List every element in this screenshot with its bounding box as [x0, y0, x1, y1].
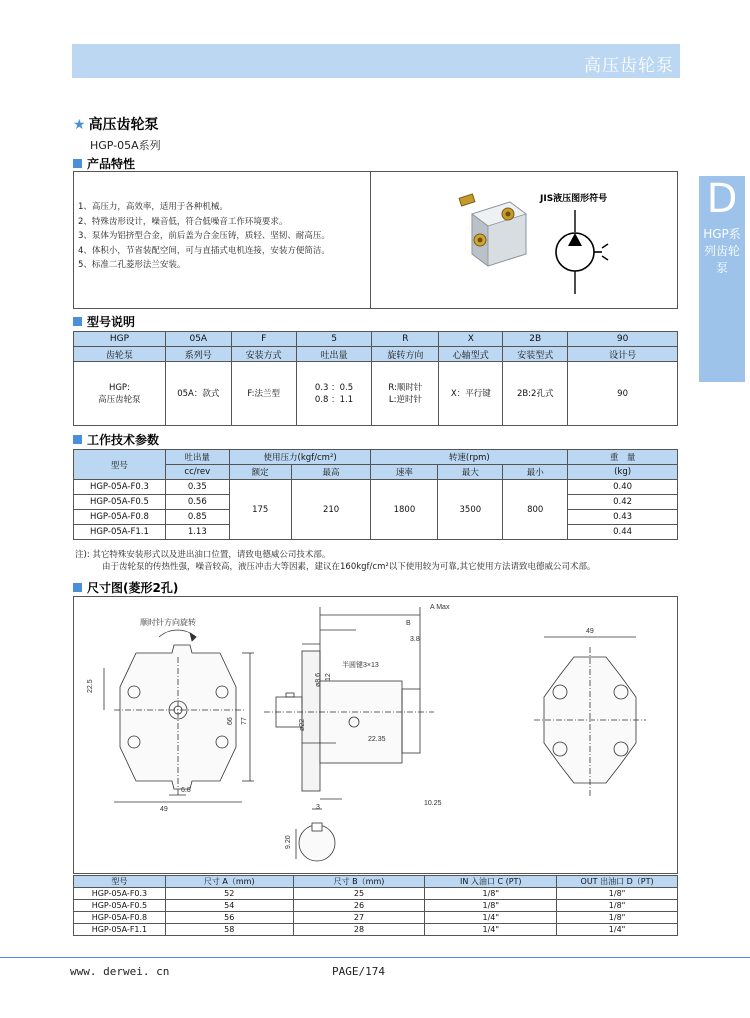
dimension-table: [73, 875, 678, 936]
pump-photo: [452, 192, 534, 274]
side-tab-letter: D: [706, 176, 738, 222]
dim-label: 10.25: [424, 800, 442, 807]
footer-url[interactable]: www. derwei. cn: [70, 965, 170, 978]
drawing-heading: 尺寸图(菱形2孔): [73, 579, 178, 596]
dim-label: 22.35: [368, 736, 386, 743]
table-row: HGP-05A-F0.5 0.56 0.42: [74, 495, 678, 510]
table-row: HGP-05A-F0.8 0.85 0.43: [74, 510, 678, 525]
square-bullet-icon: [73, 435, 82, 444]
list-item: 1、高压力，高效率，适用于各种机械。: [78, 202, 228, 212]
star-icon: ★: [73, 117, 86, 133]
tech-heading: 工作技术参数: [73, 431, 159, 448]
footer-divider: [0, 957, 750, 958]
page-number: PAGE/174: [332, 965, 385, 978]
list-item: 4、体积小，节省装配空间，可与直插式电机连接，安装方便简洁。: [78, 245, 330, 256]
side-tab: [699, 176, 745, 382]
dimension-drawing: [73, 596, 678, 874]
table-row: HGP-05A-F0.3 52 25 1/8" 1/8": [74, 888, 678, 900]
dim-label: ø8.6: [315, 672, 322, 687]
page-title: 高压齿轮泵: [584, 56, 674, 76]
list-item: 5、标准二孔菱形法兰安装。: [78, 260, 186, 270]
dim-label: 半圆键3×13: [342, 662, 379, 669]
table-row: HGP-05A-F0.5 54 26 1/8" 1/8": [74, 900, 678, 912]
features-box: [73, 171, 678, 309]
product-series: HGP-05A系列: [90, 139, 161, 152]
table-row: HGP-05A-F1.1 1.13 0.44: [74, 525, 678, 540]
dim-label: 49: [586, 628, 594, 635]
square-bullet-icon: [73, 159, 82, 168]
feature-list: [78, 200, 330, 273]
dim-label: 3.8: [410, 636, 420, 643]
model-heading: 型号说明: [73, 313, 135, 330]
table-row: HGP: 高压齿轮泵 05A：款式 F:法兰型 0.3 ：0.5 0.8 ：1.1 R:顺时针 L:逆时针 X：平行键 2B:2孔式 90: [74, 362, 678, 426]
dim-label: 6.8: [181, 787, 191, 794]
table-row: HGP 05A F 5 R X 2B 90: [74, 332, 678, 347]
dim-label: 49: [160, 806, 168, 813]
table-row: 型号 尺寸 A（mm) 尺寸 B（mm) IN 入油口 C (PT) OUT 出油口 D（PT): [74, 876, 678, 888]
table-row: HGP-05A-F1.1 58 28 1/4" 1/4": [74, 924, 678, 936]
jis-symbol-label: JIS液压图形符号: [540, 194, 608, 204]
table-row: 齿轮泵 系列号 安装方式 吐出量 旋转方向 心轴型式 安装型式 设计号: [74, 347, 678, 362]
drawing-canvas: [74, 597, 677, 873]
tech-params-table: [73, 449, 678, 540]
table-row: HGP-05A-F0.8 56 27 1/4" 1/8": [74, 912, 678, 924]
dim-label: 3: [316, 804, 320, 811]
table-row: 型号 吐出量 使用压力(kgf/cm²) 转速(rpm) 重 量: [74, 450, 678, 465]
dim-label: 9.20: [285, 835, 292, 849]
dim-label: 22.5: [87, 679, 94, 693]
list-item: 3、泵体为铝挤型合金，前后盖为合金压铸，质轻、坚韧、耐高压。: [78, 231, 330, 241]
jis-symbol-icon: [542, 208, 612, 298]
model-code-table: [73, 331, 678, 426]
side-tab-label: HGP系列齿轮泵: [703, 227, 741, 275]
rotation-label: 顺时针方向旋转: [140, 618, 196, 627]
dim-label: ø22: [299, 718, 306, 731]
product-title: ★ 高压齿轮泵: [73, 117, 159, 133]
list-item: 2、特殊齿形设计，噪音低，符合低噪音工作环境要求。: [78, 216, 288, 227]
dim-label: 77: [241, 717, 248, 725]
page-title-bar: [72, 44, 680, 78]
features-heading: 产品特性: [73, 155, 135, 172]
square-bullet-icon: [73, 317, 82, 326]
table-row: HGP-05A-F0.3 0.35 175 210 1800 3500 800 0.40: [74, 480, 678, 495]
dim-label: A Max: [430, 604, 450, 611]
divider: [370, 172, 371, 308]
tech-note: 注): 其它特殊安装形式以及进出油口位置，请致电德威公司技术部。 由于齿轮泵的传热性强，噪音较高，液压冲击大等因素，建议在160kgf/cm²以下使用较为可靠,其它使用方法请致电德威公司术部。: [75, 550, 596, 572]
dim-label: 12: [325, 673, 332, 681]
table-row: cc/rev 额定 最高 速率 最大 最小 (kg): [74, 465, 678, 480]
square-bullet-icon: [73, 583, 82, 592]
dim-label: B: [406, 620, 411, 627]
dim-label: 66: [227, 717, 234, 725]
